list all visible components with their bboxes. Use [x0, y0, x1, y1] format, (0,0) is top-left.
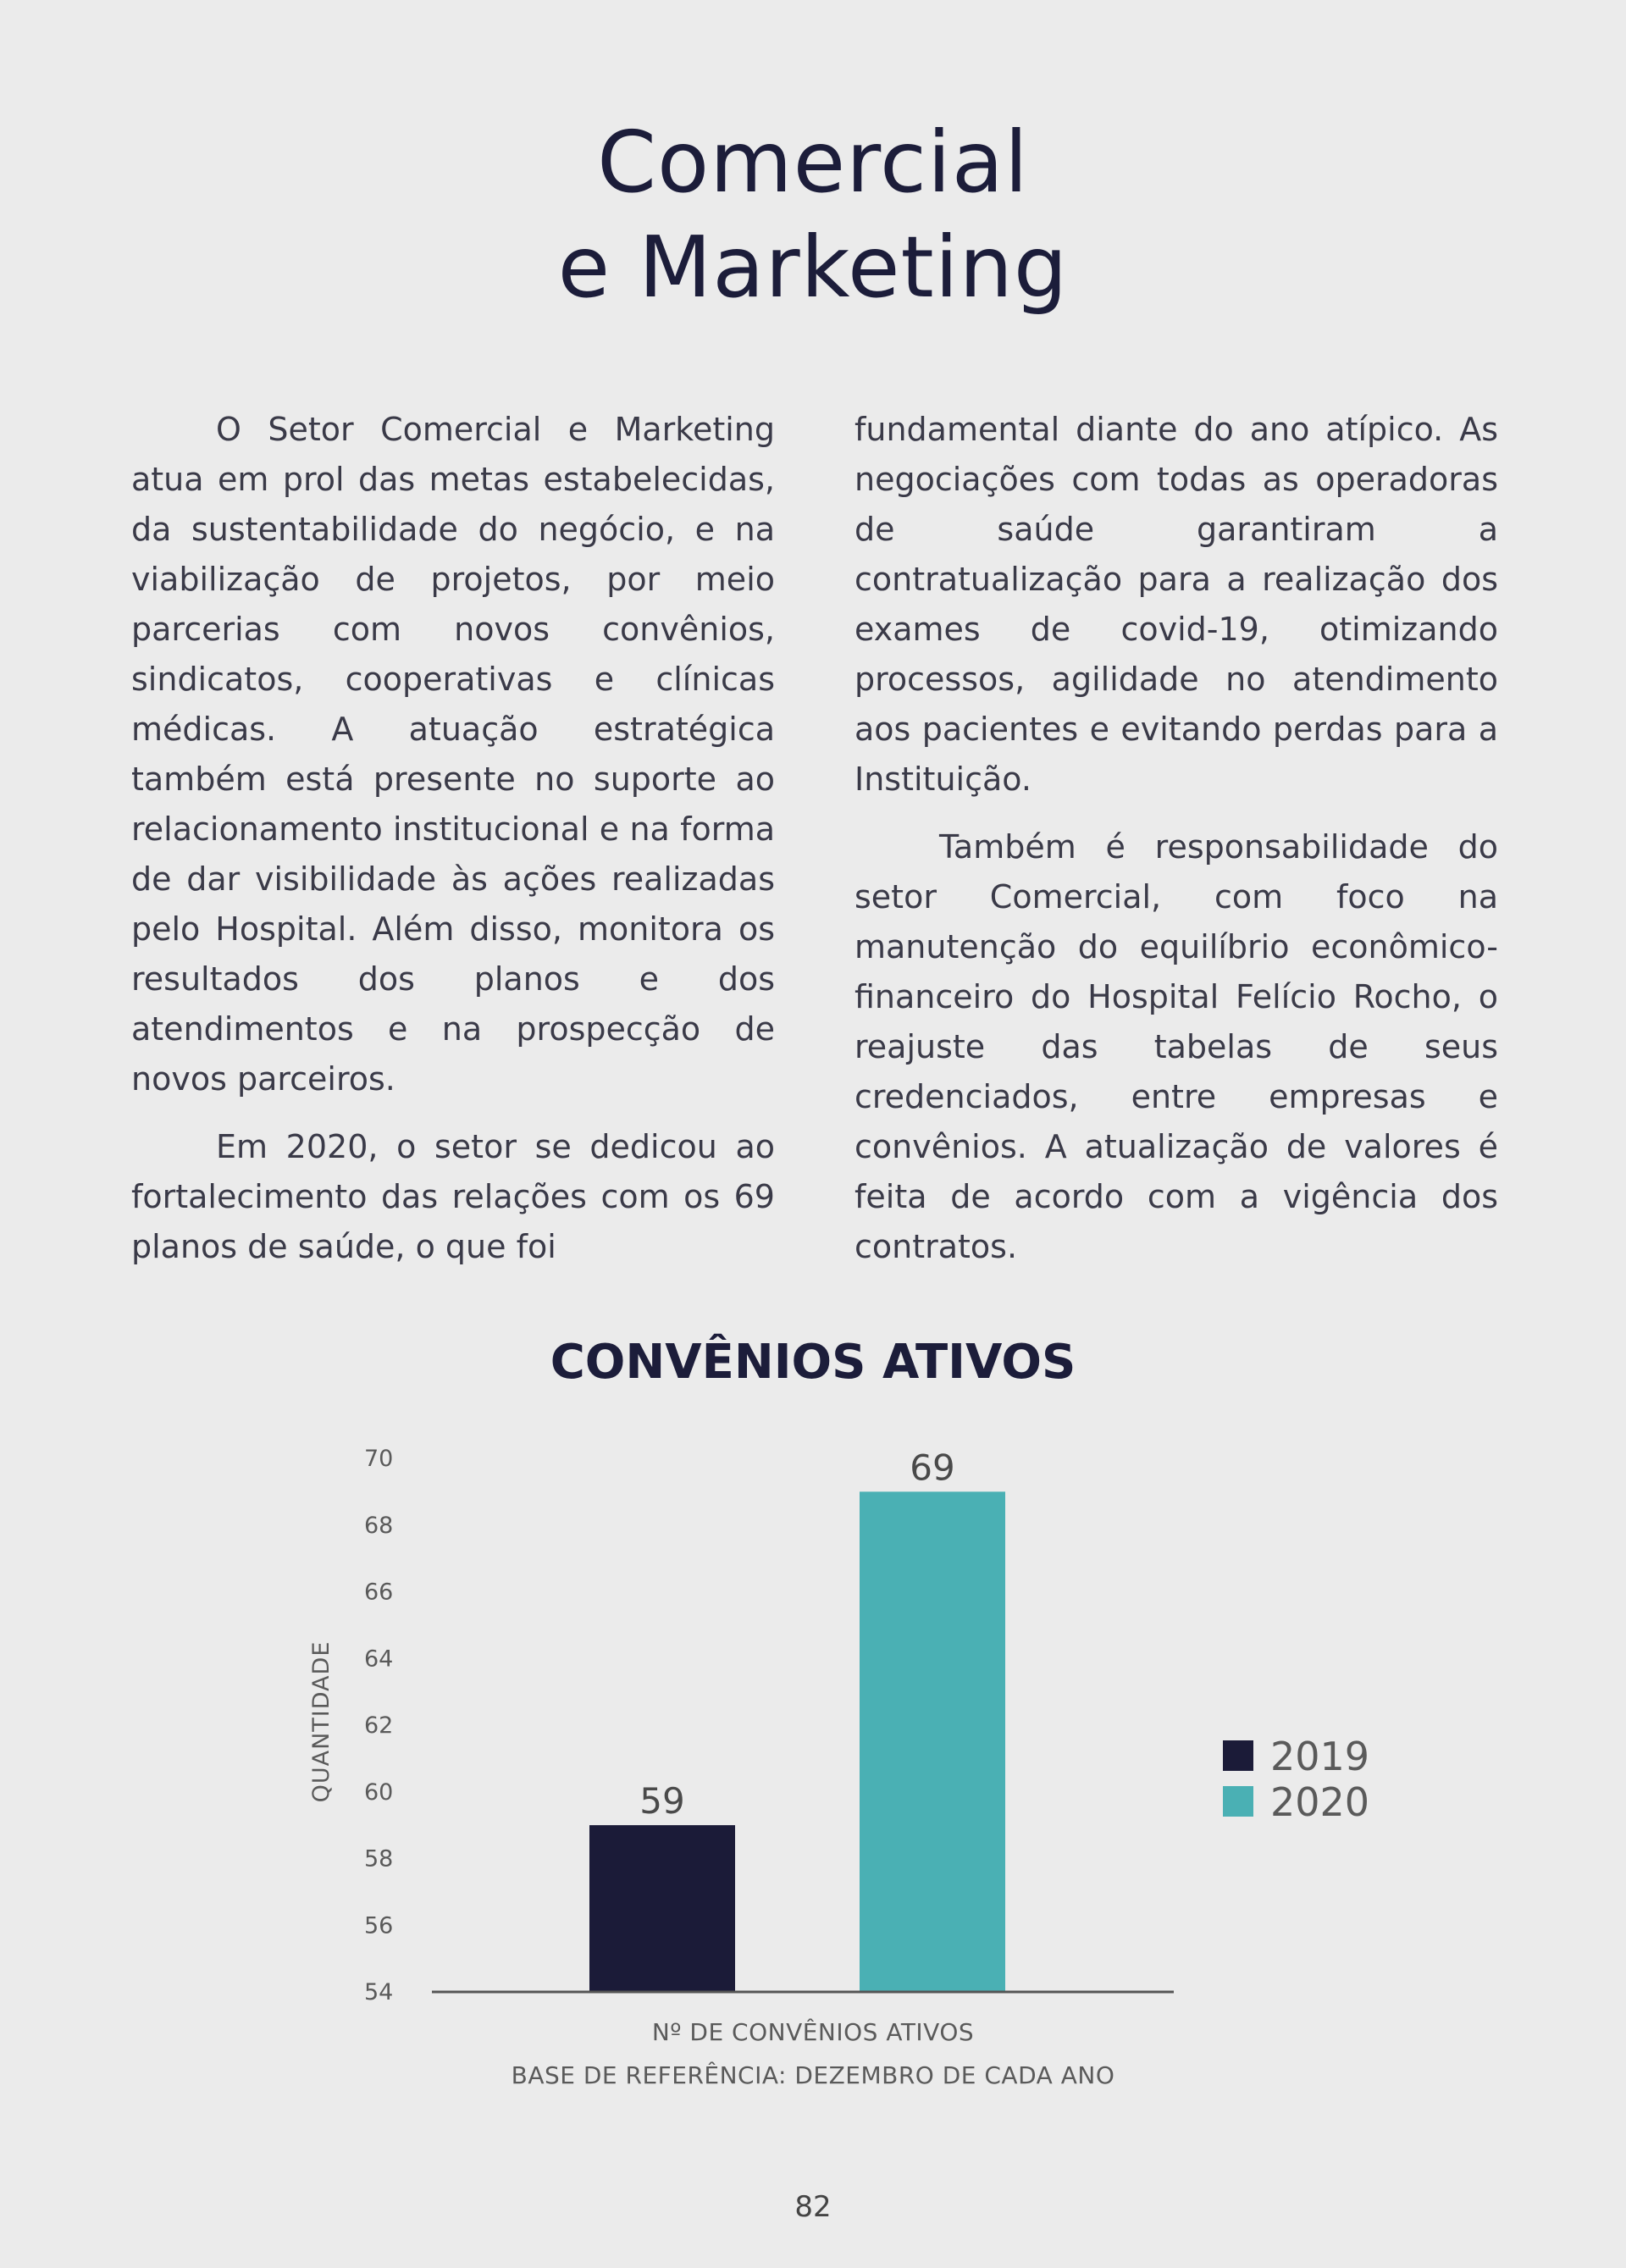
page-number: 82	[794, 2190, 832, 2224]
page-title-line-1: Comercial	[597, 113, 1029, 212]
page-title-line-2: e Marketing	[557, 218, 1069, 317]
y-axis-title: QUANTIDADE	[308, 1640, 335, 1803]
y-tick-label: 66	[364, 1579, 394, 1606]
chart-caption: BASE DE REFERÊNCIA: DEZEMBRO DE CADA ANO	[511, 2061, 1115, 2089]
y-tick-label: 68	[364, 1512, 394, 1539]
legend-label-2019: 2019	[1270, 1734, 1370, 1779]
y-tick-label: 64	[364, 1646, 394, 1673]
legend-swatch-2020	[1223, 1786, 1253, 1817]
paragraph-left-1: O Setor Comercial e Marketing atua em prol das metas estabelecidas, da sustentabilidade do negócio, e na viabilização de projetos, por meio parcerias com novos convênios, sindicatos, cooperativas e clínicas médicas. A atuação estratégica também está presente no suporte ao relacionamento institucional e na forma de dar visibilidade às ações realizadas pelo Hospital. Além disso, monitora os resultados dos planos e dos atendimentos e na prospecção de novos parceiros.	[131, 411, 775, 1098]
paragraph-right-2: Também é responsabilidade do setor Comercial, com foco na manutenção do equilíbrio econômico-financeiro do Hospital Felício Rocho, o reajuste das tabelas de seus credenciados, entre empresas e convênios. A atualização de valores é feita de acordo com a vigência dos contratos.	[854, 828, 1498, 1265]
legend-swatch-2019	[1223, 1740, 1253, 1771]
data-label-2020: 69	[910, 1447, 955, 1489]
y-tick-label: 54	[364, 1979, 394, 2005]
bar-2019	[589, 1825, 735, 1992]
chart-title: CONVÊNIOS ATIVOS	[550, 1335, 1076, 1390]
data-label-2019: 59	[639, 1780, 685, 1823]
paragraph-left-2: Em 2020, o setor se dedicou ao fortalecimento das relações com os 69 planos de saúde, o que foi	[131, 1128, 775, 1265]
legend-label-2020: 2020	[1270, 1779, 1370, 1825]
chart-x-axis-label: Nº DE CONVÊNIOS ATIVOS	[651, 2018, 975, 2046]
y-tick-label: 60	[364, 1778, 394, 1806]
y-tick-label: 70	[364, 1446, 394, 1472]
bar-2020	[860, 1491, 1005, 1992]
y-tick-label: 62	[364, 1712, 394, 1739]
paragraph-right-1: fundamental diante do ano atípico. As negociações com todas as operadoras de saúde garantiram a contratualização para a realização dos exames de covid-19, otimizando processos, agilidade no atendimento aos pacientes e evitando perdas para a Instituição.	[854, 411, 1498, 798]
y-tick-label: 58	[364, 1845, 394, 1872]
y-tick-label: 56	[364, 1912, 394, 1939]
